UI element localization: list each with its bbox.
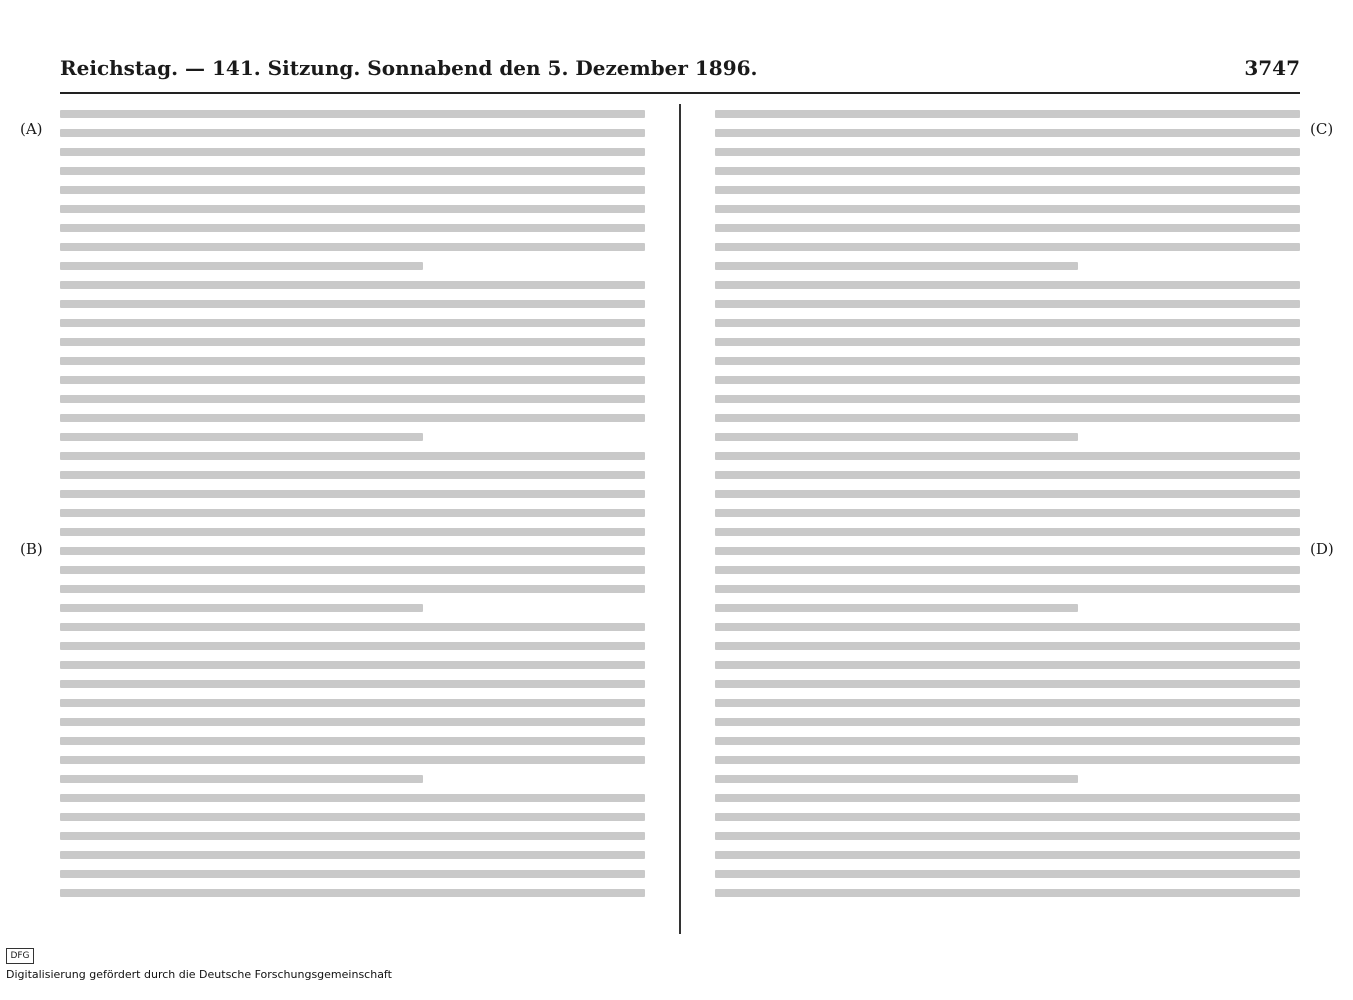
column-right (715, 110, 1300, 930)
text-line-placeholder (60, 338, 645, 346)
text-line-placeholder (60, 870, 645, 878)
text-line-placeholder (715, 794, 1300, 802)
text-line-placeholder (60, 699, 645, 707)
page-number: 3747 (1244, 56, 1300, 80)
text-line-placeholder (715, 775, 1078, 783)
text-line-placeholder (60, 205, 645, 213)
text-line-placeholder (715, 642, 1300, 650)
text-line-placeholder (715, 243, 1300, 251)
text-line-placeholder (60, 623, 645, 631)
text-line-placeholder (715, 889, 1300, 897)
text-line-placeholder (60, 547, 645, 555)
text-line-placeholder (715, 832, 1300, 840)
text-line-placeholder (715, 509, 1300, 517)
text-line-placeholder (60, 395, 645, 403)
text-line-placeholder (60, 186, 645, 194)
text-line-placeholder (715, 737, 1300, 745)
text-line-placeholder (715, 490, 1300, 498)
text-line-placeholder (60, 224, 645, 232)
text-line-placeholder (60, 281, 645, 289)
text-line-placeholder (715, 129, 1300, 137)
text-line-placeholder (715, 281, 1300, 289)
text-line-placeholder (60, 509, 645, 517)
margin-marker-d: (D) (1310, 540, 1334, 558)
text-line-placeholder (715, 224, 1300, 232)
digitization-credit: Digitalisierung gefördert durch die Deutsche Forschungsgemeinschaft (6, 968, 392, 981)
text-line-placeholder (715, 718, 1300, 726)
margin-marker-c: (C) (1310, 120, 1334, 138)
text-line-placeholder (715, 300, 1300, 308)
text-line-placeholder (60, 148, 645, 156)
text-line-placeholder (715, 604, 1078, 612)
text-line-placeholder (60, 243, 645, 251)
text-line-placeholder (60, 851, 645, 859)
text-line-placeholder (60, 319, 645, 327)
text-line-placeholder (715, 756, 1300, 764)
text-line-placeholder (715, 870, 1300, 878)
text-line-placeholder (60, 376, 645, 384)
text-line-placeholder (715, 167, 1300, 175)
text-line-placeholder (60, 357, 645, 365)
text-line-placeholder (60, 452, 645, 460)
text-line-placeholder (715, 433, 1078, 441)
text-line-placeholder (715, 319, 1300, 327)
text-line-placeholder (60, 129, 645, 137)
text-line-placeholder (715, 414, 1300, 422)
text-line-placeholder (60, 642, 645, 650)
text-line-placeholder (60, 889, 645, 897)
document-page (20, 40, 1334, 940)
text-line-placeholder (60, 262, 423, 270)
text-line-placeholder (60, 585, 645, 593)
text-line-placeholder (715, 623, 1300, 631)
text-line-placeholder (60, 680, 645, 688)
text-line-placeholder (715, 680, 1300, 688)
text-line-placeholder (60, 471, 645, 479)
text-line-placeholder (715, 585, 1300, 593)
text-line-placeholder (715, 813, 1300, 821)
text-line-placeholder (60, 566, 645, 574)
text-line-placeholder (715, 471, 1300, 479)
text-line-placeholder (715, 357, 1300, 365)
text-line-placeholder (60, 414, 645, 422)
text-line-placeholder (60, 490, 645, 498)
text-line-placeholder (715, 205, 1300, 213)
text-line-placeholder (715, 661, 1300, 669)
text-line-placeholder (60, 832, 645, 840)
text-line-placeholder (60, 737, 645, 745)
text-line-placeholder (715, 699, 1300, 707)
text-line-placeholder (715, 395, 1300, 403)
text-line-placeholder (60, 167, 645, 175)
text-line-placeholder (715, 110, 1300, 118)
text-line-placeholder (715, 566, 1300, 574)
margin-marker-b: (B) (20, 540, 43, 558)
text-line-placeholder (715, 148, 1300, 156)
text-line-placeholder (715, 528, 1300, 536)
text-line-placeholder (715, 851, 1300, 859)
text-line-placeholder (60, 110, 645, 118)
text-line-placeholder (715, 262, 1078, 270)
text-line-placeholder (60, 794, 645, 802)
text-line-placeholder (60, 528, 645, 536)
text-line-placeholder (60, 300, 645, 308)
text-line-placeholder (715, 186, 1300, 194)
column-left (60, 110, 645, 930)
text-line-placeholder (60, 604, 423, 612)
text-line-placeholder (60, 718, 645, 726)
text-line-placeholder (60, 756, 645, 764)
running-head-title: Reichstag. — 141. Sitzung. Sonnabend den 5. Dezember 1896. (60, 56, 758, 80)
column-divider (679, 104, 681, 934)
text-line-placeholder (715, 376, 1300, 384)
header-rule (60, 92, 1300, 94)
text-line-placeholder (60, 433, 423, 441)
text-line-placeholder (715, 338, 1300, 346)
dfg-logo: DFG (6, 948, 34, 964)
text-line-placeholder (715, 547, 1300, 555)
text-line-placeholder (60, 813, 645, 821)
text-line-placeholder (60, 661, 645, 669)
text-line-placeholder (715, 452, 1300, 460)
text-line-placeholder (60, 775, 423, 783)
margin-marker-a: (A) (20, 120, 43, 138)
